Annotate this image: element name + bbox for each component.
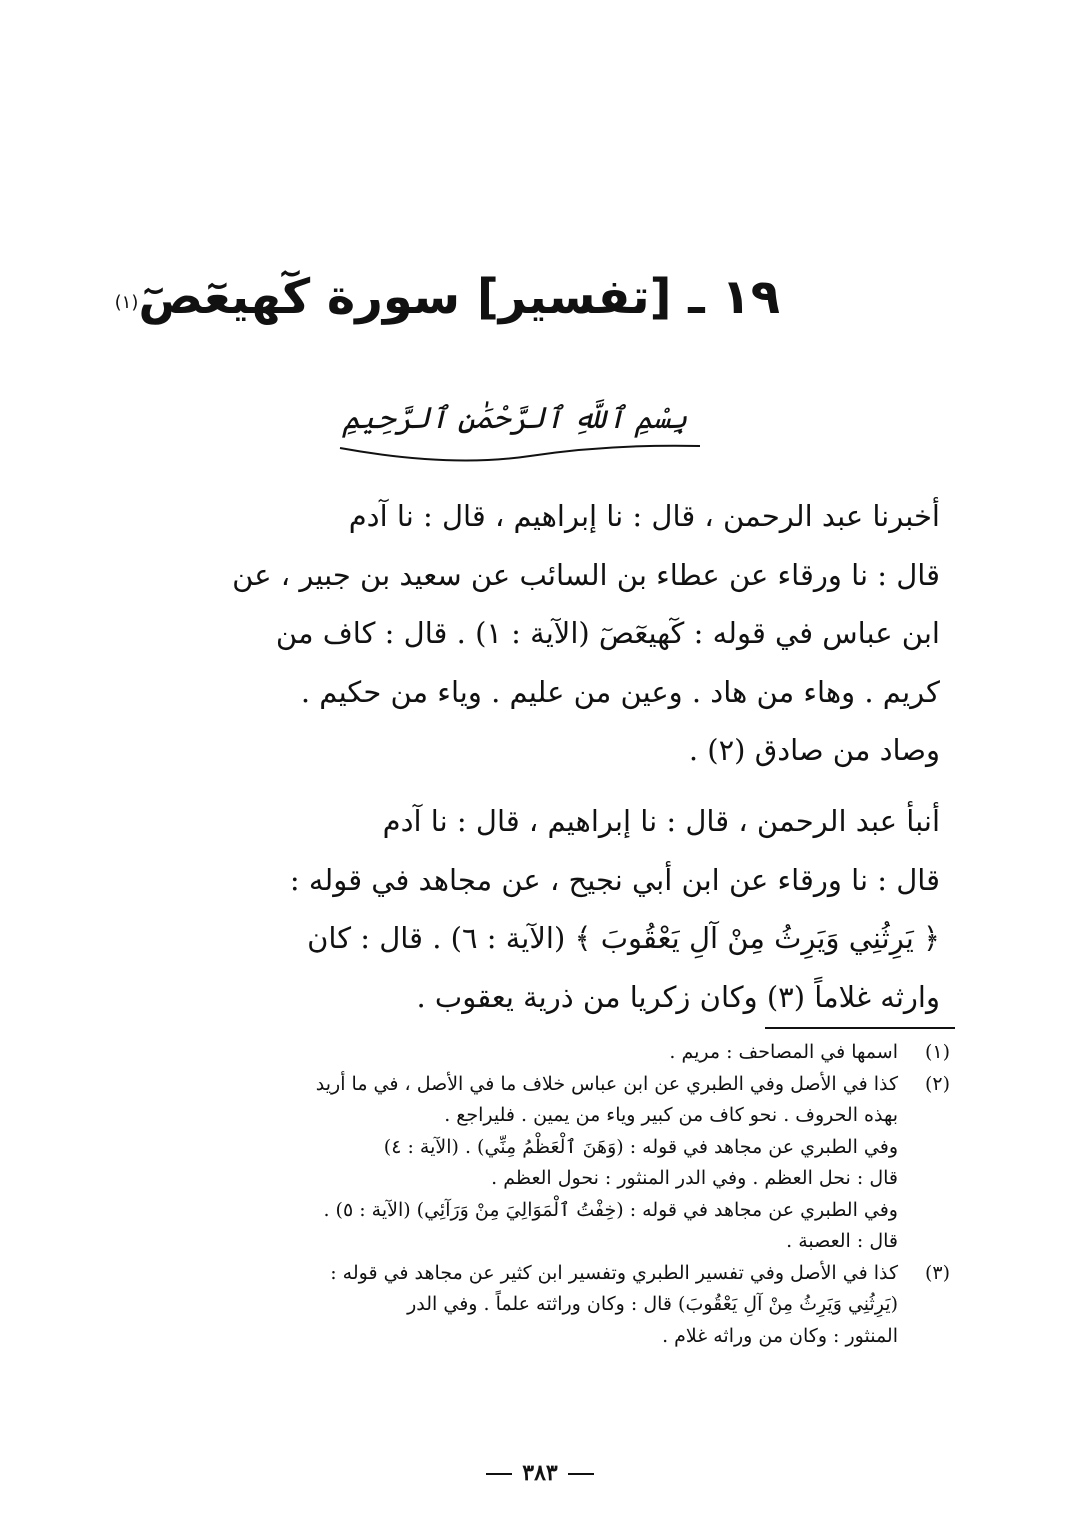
- footnote-number: (٢): [924, 1072, 950, 1095]
- footnote-line: وفي الطبري عن مجاهد في قوله : (وَهَنَ ٱلْعَظْمُ مِنِّي) . (الآية : ٤): [383, 1135, 898, 1158]
- text-line: ابن عباس في قوله : كٓهيعٓصٓ (الآية : ١) . قال : كاف من: [275, 616, 940, 650]
- footnote-number: (٣): [924, 1261, 950, 1284]
- footnote-line: اسمها في المصاحف : مريم .: [669, 1041, 898, 1063]
- surah-heading: [114, 262, 780, 332]
- dash-left: [568, 1473, 594, 1475]
- footnote-line: قال : العصبة .: [786, 1230, 898, 1252]
- paragraph-2: [120, 792, 940, 1026]
- footnotes: [110, 1037, 950, 1352]
- footnote-line: المنثور : وكان من وراثه غلام .: [662, 1324, 898, 1347]
- footnote-number: (١): [924, 1041, 950, 1063]
- paragraph-1: [120, 487, 940, 780]
- footnote-line: وفي الطبري عن مجاهد في قوله : (خِفْتُ ٱلْمَوَالِيَ مِنْ وَرَآئِي) (الآية : ٥) .: [323, 1198, 898, 1221]
- text-line: وصاد من صادق (٢) .: [688, 733, 940, 767]
- text-line: وارثه غلاماً (٣) وكان زكريا من ذرية يعقوب .: [416, 979, 940, 1014]
- page-number: [440, 1458, 640, 1488]
- footnote-3: [110, 1258, 950, 1353]
- footnote-line: قال : نحل العظم . وفي الدر المنثور : نحول العظم .: [491, 1167, 898, 1189]
- text-line: ﴿ يَرِثُنِي وَيَرِثُ مِنْ آلِ يَعْقُوبَ ﴾ (الآية : ٦) . قال : كان: [307, 921, 940, 955]
- footnote-line: كذا في الأصل وفي تفسير الطبري وتفسير ابن كثير عن مجاهد في قوله :: [330, 1261, 898, 1284]
- text-line: أخبرنا عبد الرحمن ، قال : نا إبراهيم ، قال : نا آدم: [348, 499, 940, 533]
- text-line: كريم . وهاء من هاد . وعين من عليم . وياء من حكيم .: [300, 674, 940, 709]
- footnote-line: (يَرِثُنِي وَيَرِثُ مِنْ آلِ يَعْقُوبَ) قال : وكان وراثته علماً . وفي الدر: [407, 1293, 898, 1315]
- footnote-2: [110, 1069, 950, 1258]
- footnote-line: كذا في الأصل وفي الطبري عن ابن عباس خلاف ما في الأصل ، في ما أريد: [315, 1072, 898, 1095]
- footnote-separator: [765, 1027, 955, 1029]
- footnote-1: [110, 1037, 950, 1069]
- footnote-line: بهذه الحروف . نحو كاف من كبير وياء من يمين . فليراجع .: [444, 1104, 898, 1126]
- surah-title: ١٩ ـ [تفسير] سورة كٓهيعٓصٓ: [138, 269, 780, 325]
- page-number-text: ٣٨٣: [522, 1460, 558, 1486]
- basmala-flourish: [330, 440, 710, 470]
- heading-footnote-ref: (١): [114, 292, 139, 313]
- text-line: أنبأ عبد الرحمن ، قال : نا إبراهيم ، قال : نا آدم: [382, 804, 940, 838]
- dash-right: [486, 1473, 512, 1475]
- text-line: قال : نا ورقاء عن عطاء بن السائب عن سعيد بن جبير ، عن: [232, 557, 940, 592]
- basmala: بِسْمِ ٱللَّهِ ٱلرَّحْمَٰنِ ٱلرَّحِيمِ: [342, 401, 688, 436]
- text-line: قال : نا ورقاء عن ابن أبي نجيح ، عن مجاهد في قوله :: [289, 862, 940, 897]
